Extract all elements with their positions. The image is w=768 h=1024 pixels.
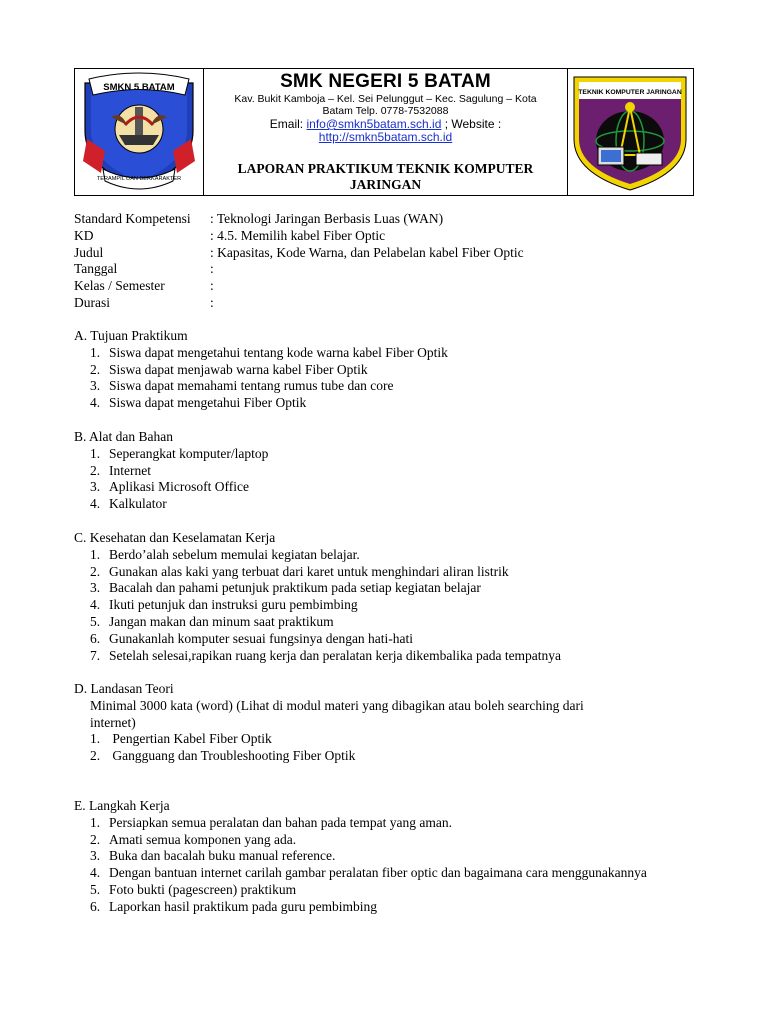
list-item-text: Seperangkat komputer/laptop [109,445,269,461]
section-d [74,681,698,765]
list-item: 1. Pengertian Kabel Fiber Optik [90,731,272,747]
meta-value: : [210,261,214,277]
list-item: 5. Foto bukti (pagescreen) praktikum [90,881,297,897]
meta-value: : Kapasitas, Kode Warna, dan Pelabelan kabel Fiber Optic [210,244,524,260]
list-item-text: Persiapkan semua peralatan dan bahan pada tempat yang aman. [109,814,452,830]
section-title: E. Langkah Kerja [74,798,170,813]
meta-key: Tanggal [74,261,118,277]
meta-key: Judul [74,244,104,260]
paragraph-line-2: internet) [90,714,136,730]
list-item-text: Siswa dapat mengetahui tentang kode warna kabel Fiber Optik [109,344,448,360]
list-item: 4. Siswa dapat mengetahui Fiber Optik [90,395,307,411]
meta-row [74,245,694,262]
report-title-line-2: JARINGAN [349,177,422,192]
list-item-text: Amati semua komponen yang ada. [109,831,297,847]
report-title [208,161,563,193]
list-item-text: Siswa dapat menjawab warna kabel Fiber Optik [109,361,368,377]
meta-key: Standard Kompetensi [74,211,191,226]
list-item-text: Ikuti petunjuk dan instruksi guru pembimbing [109,597,358,613]
list-item-text: Internet [109,462,151,478]
meta-key: KD [74,227,94,243]
report-title-line-1: LAPORAN PRAKTIKUM TEKNIK KOMPUTER [237,161,534,176]
list-item: 7. Setelah selesai,rapikan ruang kerja dan peralatan kerja dikembalika pada tempatnya [90,647,562,663]
section-list [74,345,698,412]
list-item-text: Gunakanlah komputer sesuai fungsinya dengan hati-hati [109,630,414,646]
list-item: 2. Internet [90,462,151,478]
meta-info [74,211,694,312]
section-list [74,547,698,665]
section-list [74,731,698,765]
department-logo [568,69,692,195]
school-info-cell [204,69,568,195]
list-item-text: Buka dan bacalah buku manual reference. [109,848,336,864]
meta-value: : 4.5. Memilih kabel Fiber Optic [210,227,386,243]
list-item: 4. Kalkulator [90,496,167,512]
left-logo-bottom-text: TERAMPIL DAN BERKARAKTER [96,176,182,182]
meta-row [74,261,694,278]
school-contact [210,118,561,144]
meta-row [74,211,694,228]
list-item-text: Bacalah dan pahami petunjuk praktikum pada setiap kegiatan belajar [109,580,481,596]
list-item: 1. Seperangkat komputer/laptop [90,445,269,461]
section-title: A. Tujuan Praktikum [74,328,188,343]
address-line-1: Kav. Bukit Kamboja – Kel. Sei Pelunggut – Kec. Sagulung – Kota [234,93,537,105]
paragraph-line-1: Minimal 3000 kata (word) (Lihat di modul materi yang dibagikan atau boleh searching dari [90,697,584,713]
list-item: 2. Amati semua komponen yang ada. [90,831,297,847]
website-label: ; Website : [441,117,502,131]
section-b [74,429,698,513]
website-link[interactable]: http://smkn5batam.sch.id [318,130,453,144]
list-item: 1. Siswa dapat mengetahui tentang kode warna kabel Fiber Optik [90,344,448,360]
list-item: 2. Gunakan alas kaki yang terbuat dari karet untuk menghindari aliran listrik [90,563,509,579]
list-item-text: Gunakan alas kaki yang terbuat dari karet untuk menghindari aliran listrik [109,563,509,579]
section-list [74,815,698,916]
list-item-text: Aplikasi Microsoft Office [109,479,249,495]
meta-value: : [210,294,214,310]
meta-row [74,228,694,245]
list-item: 3. Aplikasi Microsoft Office [90,479,249,495]
left-logo-top-text: SMKN 5 BATAM [103,82,175,93]
right-logo-cell [568,69,693,195]
list-item: 6. Gunakanlah komputer sesuai fungsinya dengan hati-hati [90,630,414,646]
list-item-text: Kalkulator [109,496,167,512]
list-item-text: Berdo’alah sebelum memulai kegiatan belajar. [109,546,360,562]
list-item-text: Siswa dapat mengetahui Fiber Optik [109,395,307,411]
section-c [74,530,698,664]
list-item: 4. Ikuti petunjuk dan instruksi guru pembimbing [90,597,358,613]
section-a [74,328,698,412]
section-list [74,446,698,513]
letterhead [74,68,694,196]
section-title: C. Kesehatan dan Keselamatan Kerja [74,530,276,545]
meta-value: : Teknologi Jaringan Berbasis Luas (WAN) [210,211,444,226]
meta-row [74,278,694,295]
list-item-text: Pengertian Kabel Fiber Optik [109,731,272,747]
list-item: 6. Laporkan hasil praktikum pada guru pembimbing [90,898,378,914]
list-item: 1. Persiapkan semua peralatan dan bahan pada tempat yang aman. [90,814,452,830]
list-item-text: Dengan bantuan internet carilah gambar peralatan fiber optic dan bagaimana cara menggunakannya [109,865,647,881]
school-logo [75,69,203,195]
right-logo-text: TEKNIK KOMPUTER JARINGAN [578,89,682,96]
email-link[interactable]: info@smkn5batam.sch.id [306,117,442,131]
list-item-text: Gangguang dan Troubleshooting Fiber Optik [109,748,356,764]
list-item: 3. Bacalah dan pahami petunjuk praktikum pada setiap kegiatan belajar [90,580,481,596]
list-item: 3. Siswa dapat memahami tentang rumus tube dan core [90,378,394,394]
address-line-2: Batam Telp. 0778-7532088 [322,105,449,117]
left-logo-cell [75,69,204,195]
list-item-text: Jangan makan dan minum saat praktikum [109,613,334,629]
list-item-text: Siswa dapat memahami tentang rumus tube dan core [109,378,394,394]
meta-key: Kelas / Semester [74,278,165,294]
list-item-text: Setelah selesai,rapikan ruang kerja dan peralatan kerja dikembalika pada tempatnya [109,647,562,663]
email-label: Email: [269,117,307,131]
section-title: B. Alat dan Bahan [74,429,173,444]
meta-key: Durasi [74,294,110,310]
list-item: 4. Dengan bantuan internet carilah gambar peralatan fiber optic dan bagaimana cara menggunakannya [90,865,647,881]
list-item: 2. Siswa dapat menjawab warna kabel Fiber Optik [90,361,368,377]
meta-row [74,295,694,312]
school-address [210,93,561,117]
section-e [74,798,698,916]
section-paragraph [74,698,698,732]
list-item: 3. Buka dan bacalah buku manual reference. [90,848,336,864]
list-item: 1. Berdo’alah sebelum memulai kegiatan belajar. [90,546,360,562]
list-item: 5. Jangan makan dan minum saat praktikum [90,613,334,629]
section-title: D. Landasan Teori [74,681,174,696]
list-item-text: Laporkan hasil praktikum pada guru pembimbing [109,898,378,914]
meta-value: : [210,278,214,294]
list-item: 2. Gangguang dan Troubleshooting Fiber Optik [90,748,356,764]
school-name: SMK NEGERI 5 BATAM [280,71,491,92]
list-item-text: Foto bukti (pagescreen) praktikum [109,881,297,897]
